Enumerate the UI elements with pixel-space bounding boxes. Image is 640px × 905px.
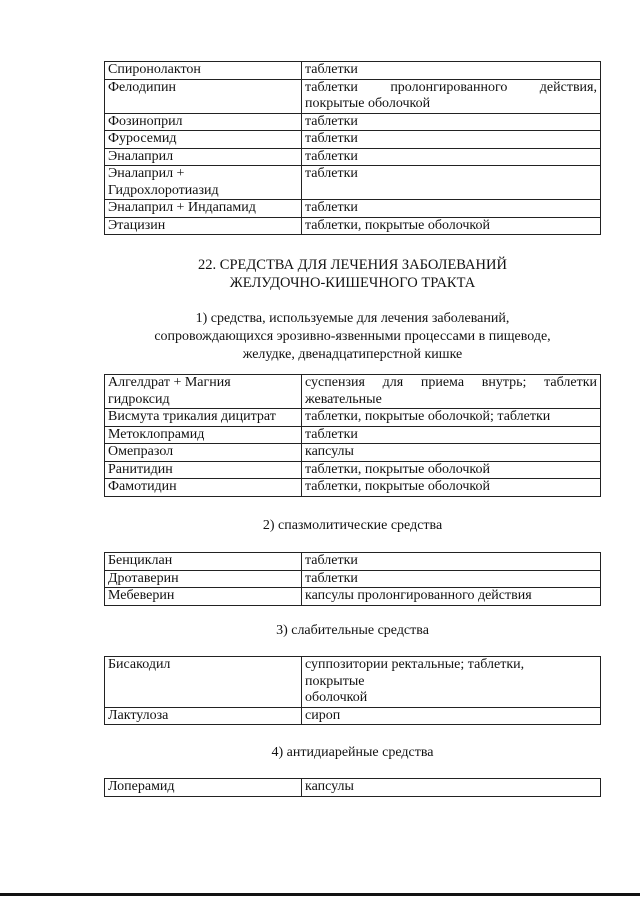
drug-name-cell	[105, 657, 302, 708]
drug-name: Мебеверин	[108, 588, 175, 603]
section-heading-line: 22. СРЕДСТВА ДЛЯ ЛЕЧЕНИЯ ЗАБОЛЕВАНИЙ	[198, 257, 507, 273]
drug-name-cell	[105, 588, 302, 606]
drug-form-cell	[302, 657, 601, 708]
drug-name-cell	[105, 166, 302, 200]
drug-form: таблетки	[305, 426, 358, 442]
drug-form-cell	[302, 779, 601, 797]
drug-name: Спиронолактон	[108, 62, 201, 77]
table-row	[105, 113, 601, 131]
subsection-title-line: 3) слабительные средства	[276, 623, 429, 638]
drug-form: таблетки	[305, 166, 358, 181]
drug-name: Фамотидин	[108, 479, 177, 494]
table-row	[105, 707, 601, 725]
drug-name: Фелодипин	[108, 79, 176, 95]
drug-name-cell	[105, 479, 302, 497]
drug-form-cell	[302, 131, 601, 149]
drug-table-ulcer	[104, 374, 601, 497]
drug-name: Дротаверин	[108, 570, 179, 586]
drug-form-cell	[302, 426, 601, 444]
drug-name: Лактулоза	[108, 707, 169, 723]
drug-name-cell	[105, 553, 302, 571]
drug-form-cell	[302, 479, 601, 497]
drug-table-antispasmodic	[104, 552, 601, 606]
section-heading	[104, 256, 601, 292]
drug-name-cell	[105, 375, 302, 409]
table-row	[105, 426, 601, 444]
table-row	[105, 79, 601, 113]
drug-name-cell	[105, 200, 302, 218]
drug-name-cell	[105, 444, 302, 462]
table-row	[105, 479, 601, 497]
drug-name-cell	[105, 426, 302, 444]
subsection-title-line: сопровождающихся эрозивно-язвенными процессами в пищеводе,	[154, 329, 551, 344]
drug-form: таблетки	[305, 113, 358, 129]
drug-form: таблетки	[305, 62, 358, 77]
drug-form: таблетки	[305, 148, 358, 164]
drug-name: Эналаприл	[108, 148, 174, 164]
drug-name-cell	[105, 131, 302, 149]
subsection-title-line: 2) спазмолитические средства	[262, 518, 443, 533]
drug-form: суспензия для приема внутрь; таблетки	[305, 375, 597, 390]
drug-form-cell	[302, 375, 601, 409]
table-row	[105, 409, 601, 427]
drug-name: Висмута трикалия дицитрат	[108, 409, 276, 424]
subsection-title-line: 1) средства, используемые для лечения заболеваний,	[195, 311, 510, 326]
drug-form-cell	[302, 148, 601, 166]
section-heading-line: ЖЕЛУДОЧНО-КИШЕЧНОГО ТРАКТА	[229, 275, 476, 291]
drug-name: Алгелдрат + Магния	[108, 375, 231, 390]
drug-form-cell	[302, 553, 601, 571]
drug-form-cell	[302, 707, 601, 725]
drug-table-laxative	[104, 656, 601, 725]
drug-form: капсулы пролонгированного действия	[305, 588, 532, 603]
table-row	[105, 779, 601, 797]
subsection-title	[104, 310, 601, 364]
drug-name-cell	[105, 62, 302, 80]
drug-name: гидроксид	[108, 391, 170, 407]
drug-name-cell	[105, 570, 302, 588]
drug-form: капсулы	[305, 779, 354, 794]
drug-form: оболочкой	[305, 690, 368, 705]
drug-form-cell	[302, 79, 601, 113]
table-row	[105, 375, 601, 409]
drug-form-cell	[302, 570, 601, 588]
table-row	[105, 200, 601, 218]
table-row	[105, 588, 601, 606]
drug-form: покрытые оболочкой	[305, 96, 431, 111]
drug-name: Ранитидин	[108, 461, 173, 477]
drug-form-cell	[302, 62, 601, 80]
drug-name-cell	[105, 409, 302, 427]
drug-name: Гидрохлоротиазид	[108, 182, 219, 198]
table-row	[105, 553, 601, 571]
drug-form: таблетки, покрытые оболочкой	[305, 217, 491, 233]
drug-form: суппозитории ректальные; таблетки,	[305, 657, 525, 672]
drug-name: Фозиноприл	[108, 113, 183, 129]
drug-name: Лоперамид	[108, 779, 175, 794]
drug-form: таблетки, покрытые оболочкой	[305, 479, 491, 494]
drug-name: Этацизин	[108, 217, 166, 233]
drug-form: таблетки	[305, 553, 358, 568]
drug-form-cell	[302, 444, 601, 462]
drug-form: таблетки, покрытые оболочкой; таблетки	[305, 409, 551, 424]
drug-name-cell	[105, 707, 302, 725]
drug-form: таблетки пролонгированного действия,	[305, 79, 597, 95]
drug-name: Бисакодил	[108, 657, 171, 672]
drug-name-cell	[105, 79, 302, 113]
drug-form-cell	[302, 409, 601, 427]
subsection-title-line: 4) антидиарейные средства	[271, 745, 434, 760]
table-row	[105, 131, 601, 149]
drug-name: Бенциклан	[108, 553, 173, 568]
drug-form: таблетки	[305, 200, 358, 215]
drug-name-cell	[105, 461, 302, 479]
table-row	[105, 217, 601, 235]
drug-name: Фуросемид	[108, 131, 177, 146]
table-row	[105, 461, 601, 479]
drug-name: Метоклопрамид	[108, 426, 205, 442]
table-row	[105, 444, 601, 462]
drug-name-cell	[105, 217, 302, 235]
drug-name-cell	[105, 148, 302, 166]
table-row	[105, 570, 601, 588]
drug-name-cell	[105, 779, 302, 797]
drug-form: таблетки	[305, 570, 358, 586]
table-row	[105, 657, 601, 708]
drug-name: Эналаприл + Индапамид	[108, 200, 256, 215]
table-row	[105, 166, 601, 200]
drug-form-cell	[302, 166, 601, 200]
drug-form-cell	[302, 113, 601, 131]
drug-table-antidiarrheal	[104, 778, 601, 797]
drug-form: таблетки	[305, 131, 358, 146]
drug-name: Эналаприл +	[108, 166, 185, 181]
subsection-title	[104, 744, 601, 762]
drug-form-cell	[302, 217, 601, 235]
subsection-title	[104, 622, 601, 640]
drug-name-cell	[105, 113, 302, 131]
drug-form: покрытые	[305, 673, 365, 689]
subsection-title-line: желудке, двенадцатиперстной кишке	[242, 347, 463, 362]
drug-form-cell	[302, 200, 601, 218]
table-row	[105, 148, 601, 166]
drug-name: Омепразол	[108, 444, 174, 459]
drug-form: сироп	[305, 707, 341, 723]
drug-table-cardiovascular	[104, 61, 601, 235]
page-bottom-rule	[0, 893, 640, 896]
table-row	[105, 62, 601, 80]
drug-form: жевательные	[305, 391, 382, 407]
subsection-title	[104, 517, 601, 535]
drug-form-cell	[302, 588, 601, 606]
drug-form: таблетки, покрытые оболочкой	[305, 461, 491, 477]
drug-form: капсулы	[305, 444, 354, 459]
drug-form-cell	[302, 461, 601, 479]
